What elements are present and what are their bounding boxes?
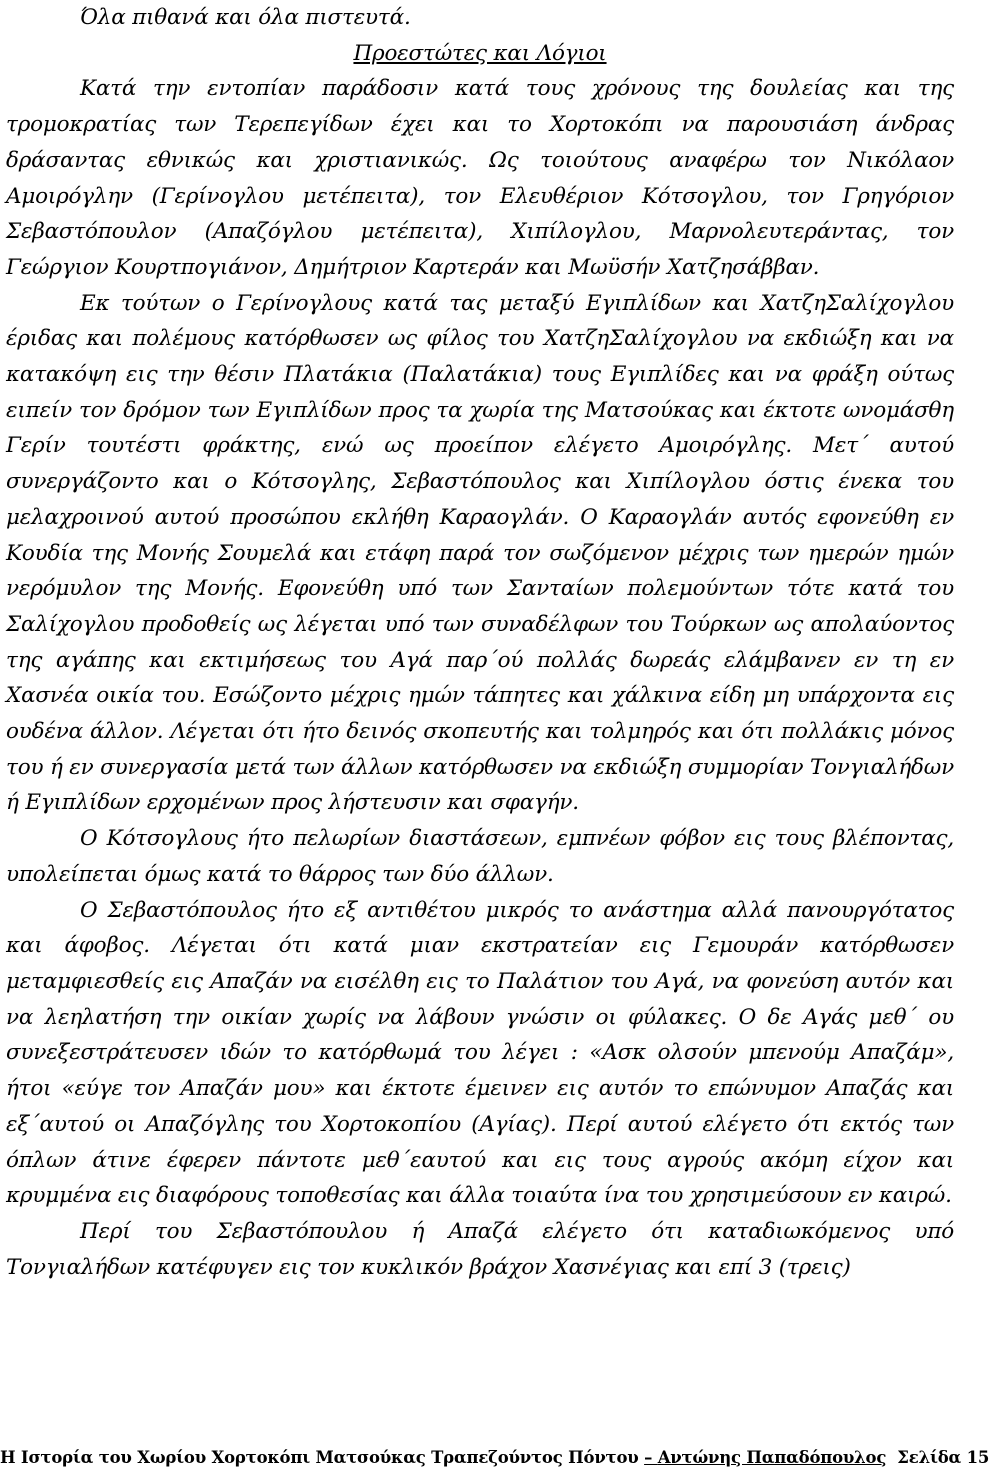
footer-author: – Αντώνης Παπαδόπουλος — [644, 1448, 887, 1467]
paragraph-kotsoglou: Ο Κότσογλους ήτο πελωρίων διαστάσεων, εμπνέων φόβον εις τους βλέποντας, υπολείπεται όμως κατά το θάρρος των δύο άλλων. — [6, 826, 954, 887]
footer-page-number: Σελίδα 15 — [897, 1448, 989, 1467]
opening-line: Όλα πιθανά και όλα πιστευτά. — [80, 5, 411, 30]
paragraph-apazas: Περί του Σεβαστόπουλου ή Απαζά ελέγετο ότι καταδιωκόμενος υπό Τονγιαλήδων κατέφυγεν εις τον κυκλικόν βράχον Χασνέγιας και επί 3 (τρεις) — [6, 1218, 954, 1280]
page-footer — [0, 1448, 989, 1467]
document-page — [6, 0, 954, 1440]
paragraph-gerinoglou: Εκ τούτων ο Γερίνογλους κατά τας μεταξύ Εγιπλίδων και ΧατζηΣαλίχογλου έριδας και πολέμους κατόρθωσεν ως φίλος του ΧατζηΣαλίχογλου να εκδιώξη και να κατακόψη εις την θέσιν Πλατάκια (Παλατάκια) τους Εγιπλίδες και να φράξη ούτως ειπείν τον δρόμον των Εγιπλίδων προς τα χωρία της Ματσούκας και έκτοτε ωνομάσθη Γερίν τουτέστι φράκτης, ενώ ως προείπον ελέγετο Αμοιρόγλης. Μετ΄ αυτού συνεργάζοντο και ο Κότσογλης, Σεβαστόπουλος και Χιπίλογλου όστις ένεκα του μελαχροινού αυτού προσώπου εκλήθη Καραογλάν. Ο Καραογλάν αυτός εφονεύθη εν Κουδία της Μονής Σουμελά και ετάφη παρά τον σωζόμενον μέχρις των ημερών ημών νερόμυλον της Μονής. Εφονεύθη υπό των Σανταίων πολεμούντων τότε κατά του Σαλίχογλου προδοθείς ως λέγεται υπό των συναδέλφων του Τούρκων ως απολαύοντος της αγάπης και εκτιμήσεως του Αγά παρ΄ού πολλάς δωρεάς ελάμβανεν εν τη εν Χασνέα οικία του. Εσώζοντο μέχρις ημών τάπητες και χάλκινα είδη μη υπάρχοντα εις ουδένα άλλον. Λέγεται ότι ήτο δεινός σκοπευτής και τολμηρός και ότι πολλάκις μόνος του ή εν συνεργασία μετά των άλλων κατόρθωσεν να εκδιώξη συμμορίαν Τονγιαλήδων ή Εγιπλίδων ερχομένων προς λήστευσιν και σφαγήν. — [6, 290, 954, 816]
paragraph-sevastopoulos: Ο Σεβαστόπουλος ήτο εξ αντιθέτου μικρός το ανάστημα αλλά πανουργότατος και άφοβος. Λέγεται ότι κατά μιαν εκστρατείαν εις Γεμουράν κατόρθωσεν μεταμφιεσθείς εις Απαζάν να εισέλθη εις το Παλάτιον του Αγά, να φονεύση αυτόν και να λεηλατήση την οικίαν χωρίς να λάβουν γνώσιν οι φύλακες. Ο δε Αγάς μεθ΄ ου συνεξεστράτευσεν ιδών το κατόρθωμά του λέγει : «Ασκ ολσούν μπενούμ Απαζάμ», ήτοι «εύγε τον Απαζάν μου» και έκτοτε έμεινεν εις αυτόν το επώνυμον Απαζάς και εξ΄αυτού οι Απαζόγλης του Χορτοκοπίου (Αγίας). Περί αυτού ελέγετο ότι εκτός των όπλων άτινε έφερεν πάντοτε μεθ΄εαυτού και εις τους αγρούς ακόμη είχον και κρυμμένα εις διαφόρους τοποθεσίας και άλλα τοιαύτα ίνα του χρησιμεύσουν εν καιρώ. — [6, 897, 954, 1209]
footer-author-name: Αντώνης Παπαδόπουλος — [657, 1448, 887, 1467]
paragraph-intro: Κατά την εντοπίαν παράδοσιν κατά τους χρόνους της δουλείας και της τρομοκρατίας των Τερεπεγίδων έχει και το Χορτοκόπι να παρουσιάση άνδρας δράσαντας εθνικώς και χριστιανικώς. Ως τοιούτους αναφέρω τον Νικόλαον Αμοιρόγλην (Γερίνογλου μετέπειτα), τον Ελευθέριον Κότσογλου, τον Γρηγόριον Σεβαστόπουλον (Απαζόγλου μετέπειτα), Χιπίλογλου, Μαρνολευτεράντας, τον Γεώργιον Κουρτπογιάνον, Δημήτριον Καρτεράν και Μωϋσήν Χατζησάββαν. — [6, 76, 954, 280]
footer-title: Η Ιστορία του Χωρίου Χορτοκόπι Ματσούκας Τραπεζούντος Πόντου — [0, 1448, 639, 1467]
section-heading: Προεστώτες και Λόγιοι — [353, 40, 607, 66]
